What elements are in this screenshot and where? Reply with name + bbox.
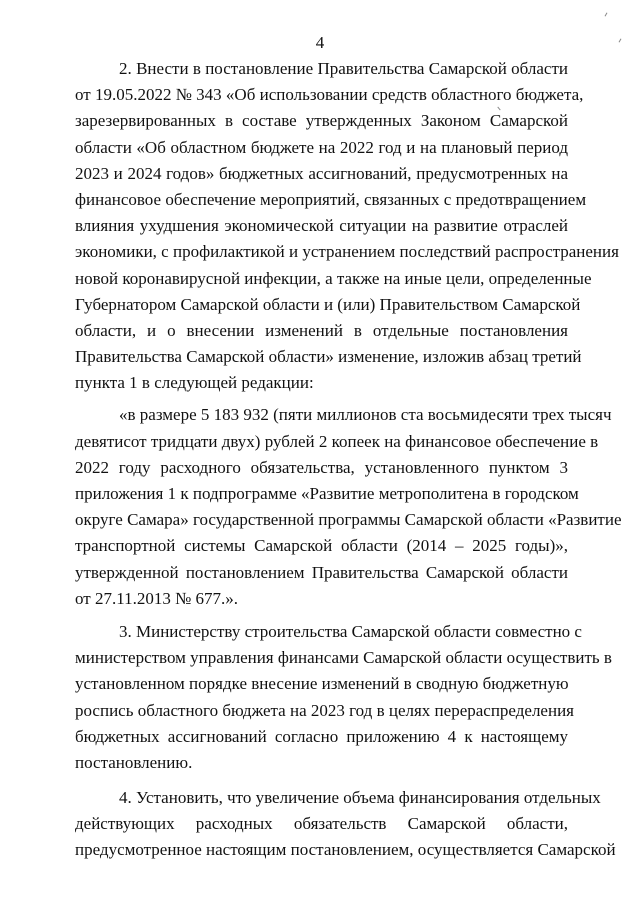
text-line: от 19.05.2022 № 343 «Об использовании средств областного бюджета, (75, 85, 584, 105)
paragraph-4 (75, 785, 616, 864)
paragraph-2 (75, 56, 619, 396)
text-line: финансовое обеспечение мероприятий, связанных с предотвращением (75, 189, 587, 209)
text-line: предусмотренное настоящим постановлением, осуществляется Самарской (75, 840, 616, 860)
text-line: 2023 и 2024 годов» бюджетных ассигнований, предусмотренных на (75, 163, 568, 183)
text-line: области «Об областном бюджете на 2022 год и на плановый период (75, 137, 568, 157)
quoted-amendment (75, 402, 622, 612)
paragraph-3 (75, 619, 612, 776)
text-line: приложения 1 к подпрограмме «Развитие метрополитена в городском (75, 484, 579, 503)
text-line: транспортной системы Самарской области (2014 – 2025 годы)», (75, 536, 568, 556)
text-line: 3. Министерству строительства Самарской области совместно с (119, 621, 582, 641)
text-line: от 27.11.2013 № 677.». (75, 588, 239, 608)
text-line: утвержденной постановлением Правительства Самарской области (75, 562, 568, 582)
text-line: установленном порядке внесение изменений в сводную бюджетную (75, 674, 569, 694)
text-line: роспись областного бюджета на 2023 год в целях перераспределения (75, 700, 574, 720)
scan-mark (605, 13, 608, 17)
text-line: области, и о внесении изменений в отдельные постановления (75, 320, 568, 340)
text-line: экономики, с профилактикой и устранением последствий распространения (75, 242, 619, 262)
text-line: Правительства Самарской области» изменение, изложив абзац третий (75, 347, 582, 367)
text-line: «в размере 5 183 932 (пяти миллионов ста восьмидесяти трех тысяч (119, 405, 612, 425)
text-line: 2. Внести в постановление Правительства Самарской области (119, 59, 568, 78)
document-body (75, 56, 622, 864)
text-line: постановлению. (75, 752, 193, 772)
page-number: 4 (315, 33, 325, 52)
text-line: Губернатором Самарской области и (или) Правительством Самарской (75, 294, 581, 314)
text-line: влияния ухудшения экономической ситуации на развитие отраслей (75, 216, 568, 236)
text-line: бюджетных ассигнований согласно приложению 4 к настоящему (75, 726, 568, 746)
text-line: новой коронавирусной инфекции, а также на иные цели, определенные (75, 268, 592, 288)
text-line: 2022 году расходного обязательства, установленного пунктом 3 (75, 457, 568, 477)
text-line: пункта 1 в следующей редакции: (75, 373, 314, 393)
text-line: 4. Установить, что увеличение объема финансирования отдельных (119, 788, 601, 808)
text-line: девятисот тридцати двух) рублей 2 копеек на финансовое обеспечение в (75, 431, 599, 451)
text-line: действующих расходных обязательств Самарской области, (75, 814, 568, 834)
text-line: округе Самара» государственной программы Самарской области «Развитие (75, 510, 622, 530)
text-line: министерством управления финансами Самарской области осуществить в (75, 648, 612, 668)
text-line: зарезервированных в составе утвержденных Законом Самарской (75, 111, 568, 131)
